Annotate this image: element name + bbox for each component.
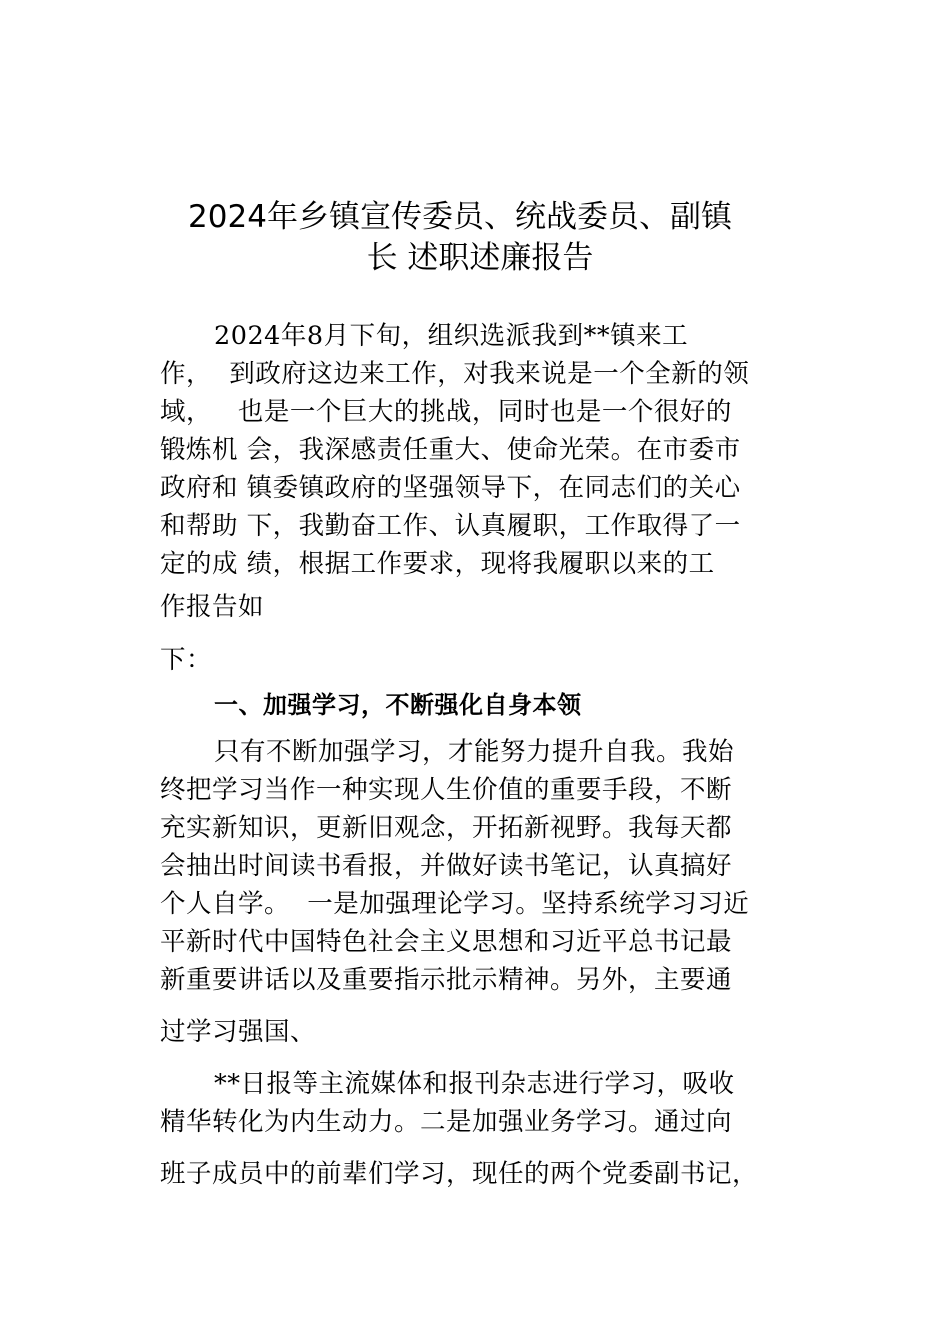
paragraph-line: 作报告如 xyxy=(160,592,265,622)
paragraph-line: 政府和 镇委镇政府的坚强领导下，在同志们的关心 xyxy=(160,473,741,503)
paragraph-line: 会抽出时间读书看报，并做好读书笔记，认真搞好 xyxy=(160,851,733,881)
paragraph-line: 个人自学。 一是加强理论学习。坚持系统学习习近 xyxy=(160,889,750,919)
section-heading: 一、加强学习，不断强化自身本领 xyxy=(214,691,582,719)
paragraph-line: 充实新知识，更新旧观念，开拓新视野。我每天都 xyxy=(160,813,733,843)
paragraph-line: 新重要讲话以及重要指示批示精神。另外，主要通 xyxy=(160,965,733,995)
document-title-line-1: 2024年乡镇宣传委员、统战委员、副镇 xyxy=(188,199,732,235)
paragraph-line: 终把学习当作一种实现人生价值的重要手段，不断 xyxy=(160,775,733,805)
paragraph-line: 精华转化为内生动力。二是加强业务学习。通过向 xyxy=(160,1107,733,1137)
paragraph-line: 下： xyxy=(160,645,213,675)
paragraph-line: 和帮助 下，我勤奋工作、认真履职，工作取得了一 xyxy=(160,511,741,541)
paragraph-line: 锻炼机 会，我深感责任重大、使命光荣。在市委市 xyxy=(160,435,741,465)
paragraph-line: 作， 到政府这边来工作，对我来说是一个全新的领 xyxy=(160,359,750,389)
paragraph-line: 2024年8月下旬，组织选派我到**镇来工 xyxy=(214,321,689,351)
document-title-line-2: 长 述职述廉报告 xyxy=(366,240,594,276)
paragraph-line: **日报等主流媒体和报刊杂志进行学习，吸收 xyxy=(214,1069,735,1099)
paragraph-line: 过学习强国、 xyxy=(160,1017,317,1047)
paragraph-line: 平新时代中国特色社会主义思想和习近平总书记最 xyxy=(160,927,733,957)
paragraph-line: 定的成 绩，根据工作要求，现将我履职以来的工 xyxy=(160,549,715,579)
paragraph-line: 域， 也是一个巨大的挑战，同时也是一个很好的 xyxy=(160,397,732,427)
paragraph-line: 班子成员中的前辈们学习，现任的两个党委副书记， xyxy=(160,1159,759,1189)
paragraph-line: 只有不断加强学习，才能努力提升自我。我始 xyxy=(214,737,735,767)
